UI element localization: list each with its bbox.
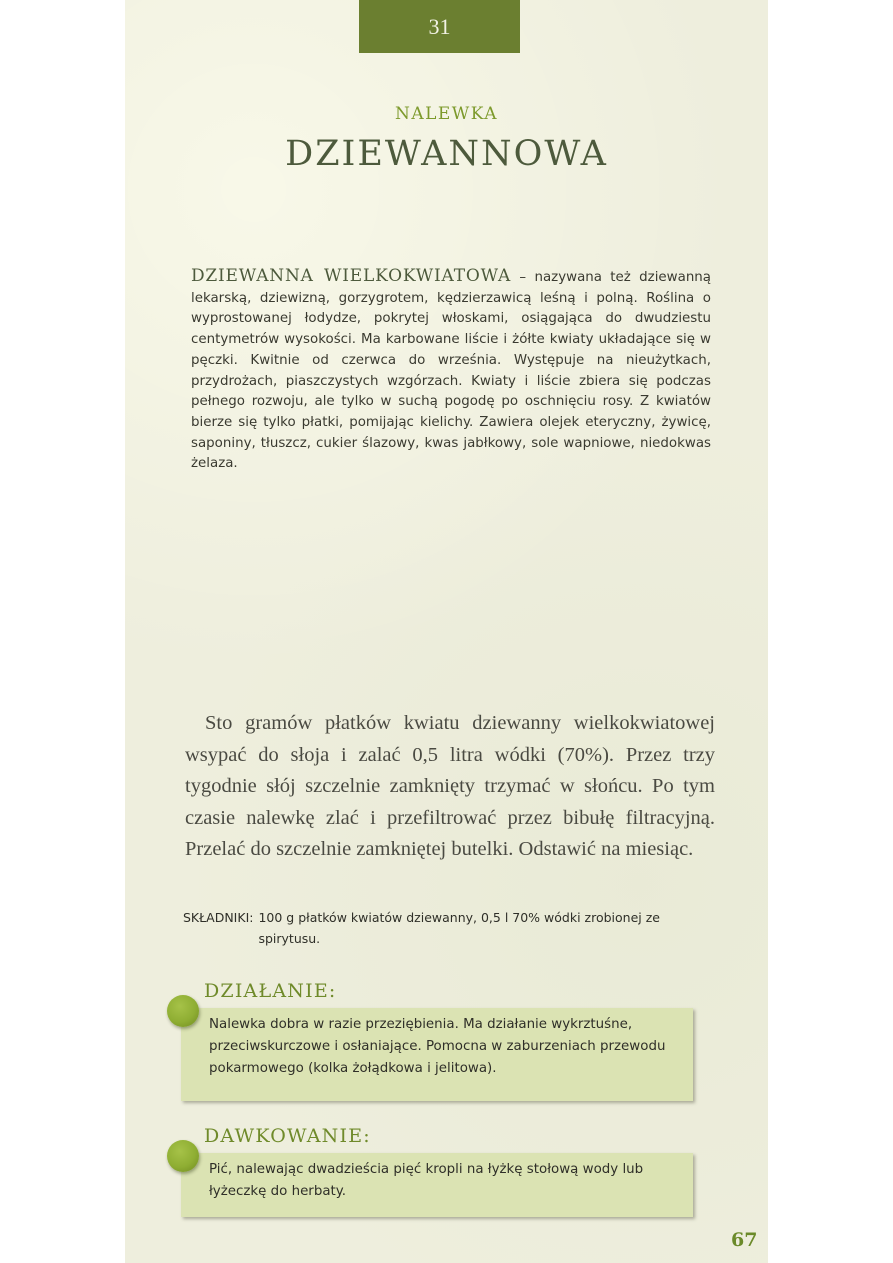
ingredients-label: SKŁADNIKI: xyxy=(183,910,254,925)
effects-heading: DZIAŁANIE: xyxy=(204,980,337,1002)
effects-box xyxy=(181,1008,693,1101)
ingredients-text: 100 g płatków kwiatów dziewanny, 0,5 l 70% wódki zrobionej ze spirytusu. xyxy=(258,910,660,946)
dosage-heading: DAWKOWANIE: xyxy=(204,1125,371,1147)
recipe-instructions: Sto gramów płatków kwiatu dziewanny wielkokwiatowej wsypać do słoja i zalać 0,5 litra wódki (70%). Przez trzy tygodnie słój szczelnie zamknięty trzymać w słońcu. Po tym czasie nalewkę zlać i przefiltrować przez bibułę filtracyjną. Przelać do szczelnie zamkniętej butelki. Odstawić na miesiąc. xyxy=(185,712,715,860)
dosage-box xyxy=(181,1153,693,1217)
page-number: 67 xyxy=(731,1229,758,1251)
book-page xyxy=(125,0,768,1263)
green-bullet-icon xyxy=(167,995,199,1027)
green-bullet-icon xyxy=(167,1140,199,1172)
effects-text: Nalewka dobra w razie przeziębienia. Ma działanie wykrztuśne, przeciwskurczowe i osłaniające. Pomocna w zaburzeniach przewodu pokarmowego (kolka żołądkowa i jelitowa). xyxy=(209,1017,666,1076)
ingredients xyxy=(183,907,723,949)
recipe-number: 31 xyxy=(428,13,451,39)
page-title: DZIEWANNOWA xyxy=(285,134,608,174)
title-kicker: NALEWKA xyxy=(394,104,499,124)
plant-name: DZIEWANNA WIELKOKWIATOWA xyxy=(191,266,512,286)
plant-description-text: – nazywana też dziewanną lekarską, dziewizną, gorzygrotem, kędzierzawicą leśną i polną. Roślina o wyprostowanej łodydze, pokrytej włoskami, osiągająca do dwudziestu centymetrów wysokości. Ma karbowane liście i żółte kwiaty układające się w pęczki. Kwitnie od czerwca do września. Występuje na nieużytkach, przydrożach, piaszczystych wzgórzach. Kwiaty i liście zbiera się podczas pełnego rozwoju, ale tylko w suchą pogodę po oschnięciu rosy. Z kwiatów bierze się tylko płatki, pomijając kielichy. Zawiera olejek eteryczny, żywicę, saponiny, tłuszcz, cukier ślazowy, kwas jabłkowy, sole wapniowe, niedokwas żelaza. xyxy=(191,270,711,472)
plant-description xyxy=(191,266,711,475)
recipe-number-tab xyxy=(359,0,520,53)
dosage-text: Pić, nalewając dwadzieścia pięć kropli na łyżkę stołową wody lub łyżeczkę do herbaty. xyxy=(209,1162,644,1199)
